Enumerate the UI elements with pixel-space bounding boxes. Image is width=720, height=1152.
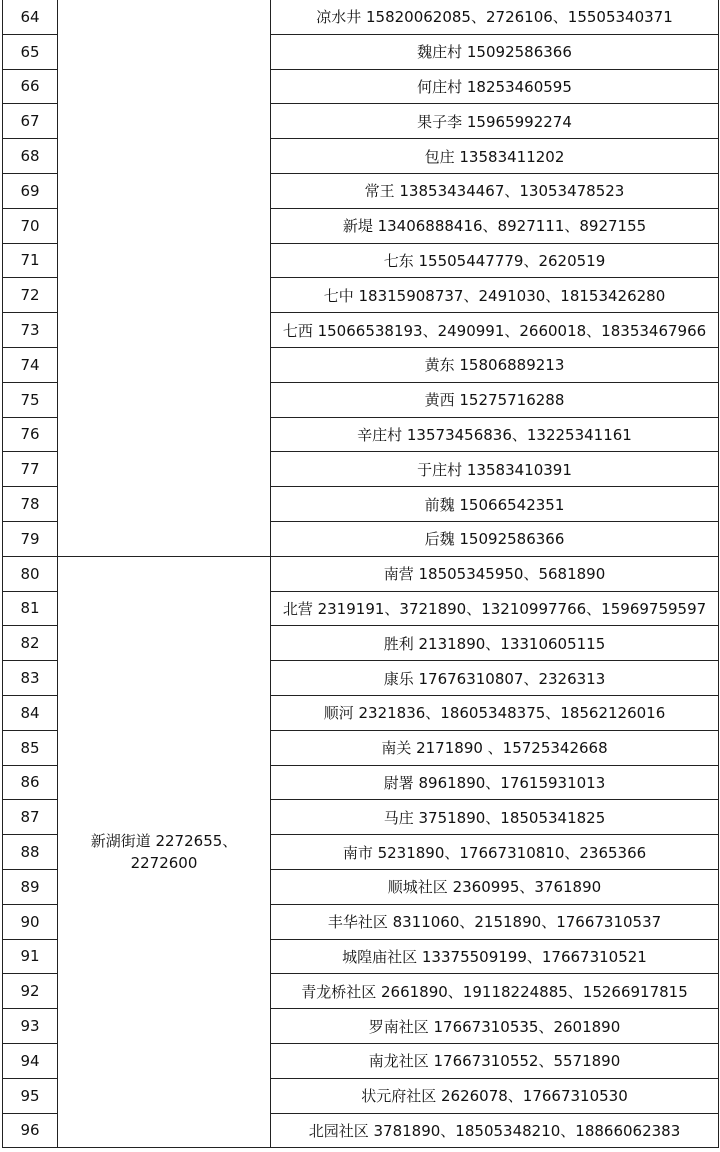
village-contact: 后魏 15092586366 bbox=[271, 521, 719, 556]
row-number: 69 bbox=[3, 173, 58, 208]
village-contact: 黄东 15806889213 bbox=[271, 347, 719, 382]
row-number: 76 bbox=[3, 417, 58, 452]
subdistrict-name: 新湖街道 2272655、 bbox=[90, 832, 238, 851]
village-contact: 七中 18315908737、2491030、18153426280 bbox=[271, 278, 719, 313]
row-number: 64 bbox=[3, 0, 58, 34]
village-contact: 黄西 15275716288 bbox=[271, 382, 719, 417]
row-number: 72 bbox=[3, 278, 58, 313]
village-contact: 罗南社区 17667310535、2601890 bbox=[271, 1009, 719, 1044]
village-contact: 何庄村 18253460595 bbox=[271, 69, 719, 104]
village-contact: 丰华社区 8311060、2151890、17667310537 bbox=[271, 904, 719, 939]
village-contact: 包庄 13583411202 bbox=[271, 139, 719, 174]
village-contact: 康乐 17676310807、2326313 bbox=[271, 661, 719, 696]
row-number: 96 bbox=[3, 1113, 58, 1148]
table-row bbox=[3, 556, 719, 591]
subdistrict-phone: 2272600 bbox=[130, 854, 198, 873]
row-number: 77 bbox=[3, 452, 58, 487]
row-number: 93 bbox=[3, 1009, 58, 1044]
row-number: 87 bbox=[3, 800, 58, 835]
row-number: 68 bbox=[3, 139, 58, 174]
row-number: 70 bbox=[3, 208, 58, 243]
row-number: 80 bbox=[3, 556, 58, 591]
village-contact: 于庄村 13583410391 bbox=[271, 452, 719, 487]
row-number: 75 bbox=[3, 382, 58, 417]
village-contact: 魏庄村 15092586366 bbox=[271, 34, 719, 69]
village-contact: 城隍庙社区 13375509199、17667310521 bbox=[271, 939, 719, 974]
row-number: 79 bbox=[3, 521, 58, 556]
village-contact: 青龙桥社区 2661890、19118224885、15266917815 bbox=[271, 974, 719, 1009]
village-contact: 常王 13853434467、13053478523 bbox=[271, 173, 719, 208]
row-number: 88 bbox=[3, 835, 58, 870]
village-contact: 马庄 3751890、18505341825 bbox=[271, 800, 719, 835]
contact-table-body bbox=[3, 0, 719, 1148]
village-contact: 南市 5231890、17667310810、2365366 bbox=[271, 835, 719, 870]
row-number: 67 bbox=[3, 104, 58, 139]
row-number: 83 bbox=[3, 661, 58, 696]
village-contact: 七西 15066538193、2490991、2660018、18353467966 bbox=[271, 313, 719, 348]
row-number: 82 bbox=[3, 626, 58, 661]
contact-table bbox=[2, 0, 719, 1148]
village-contact: 南营 18505345950、5681890 bbox=[271, 556, 719, 591]
row-number: 94 bbox=[3, 1043, 58, 1078]
village-contact: 顺河 2321836、18605348375、18562126016 bbox=[271, 695, 719, 730]
row-number: 86 bbox=[3, 765, 58, 800]
village-contact: 辛庄村 13573456836、13225341161 bbox=[271, 417, 719, 452]
village-contact: 胜利 2131890、13310605115 bbox=[271, 626, 719, 661]
village-contact: 尉署 8961890、17615931013 bbox=[271, 765, 719, 800]
village-contact: 北园社区 3781890、18505348210、18866062383 bbox=[271, 1113, 719, 1148]
row-number: 78 bbox=[3, 487, 58, 522]
row-number: 66 bbox=[3, 69, 58, 104]
row-number: 90 bbox=[3, 904, 58, 939]
row-number: 91 bbox=[3, 939, 58, 974]
village-contact: 凉水井 15820062085、2726106、15505340371 bbox=[271, 0, 719, 34]
village-contact: 新堤 13406888416、8927111、8927155 bbox=[271, 208, 719, 243]
village-contact: 南龙社区 17667310552、5571890 bbox=[271, 1043, 719, 1078]
village-contact: 南关 2171890 、15725342668 bbox=[271, 730, 719, 765]
village-contact: 前魏 15066542351 bbox=[271, 487, 719, 522]
subdistrict-office-cell bbox=[58, 556, 271, 1148]
row-number: 71 bbox=[3, 243, 58, 278]
row-number: 73 bbox=[3, 313, 58, 348]
row-number: 92 bbox=[3, 974, 58, 1009]
village-contact: 状元府社区 2626078、17667310530 bbox=[271, 1078, 719, 1113]
row-number: 81 bbox=[3, 591, 58, 626]
row-number: 65 bbox=[3, 34, 58, 69]
table-row bbox=[3, 0, 719, 34]
village-contact: 果子李 15965992274 bbox=[271, 104, 719, 139]
village-contact: 顺城社区 2360995、3761890 bbox=[271, 869, 719, 904]
row-number: 89 bbox=[3, 869, 58, 904]
row-number: 95 bbox=[3, 1078, 58, 1113]
village-contact: 北营 2319191、3721890、13210997766、15969759597 bbox=[271, 591, 719, 626]
village-contact: 七东 15505447779、2620519 bbox=[271, 243, 719, 278]
row-number: 84 bbox=[3, 695, 58, 730]
row-number: 74 bbox=[3, 347, 58, 382]
row-number: 85 bbox=[3, 730, 58, 765]
subdistrict-cell-empty bbox=[58, 0, 271, 556]
